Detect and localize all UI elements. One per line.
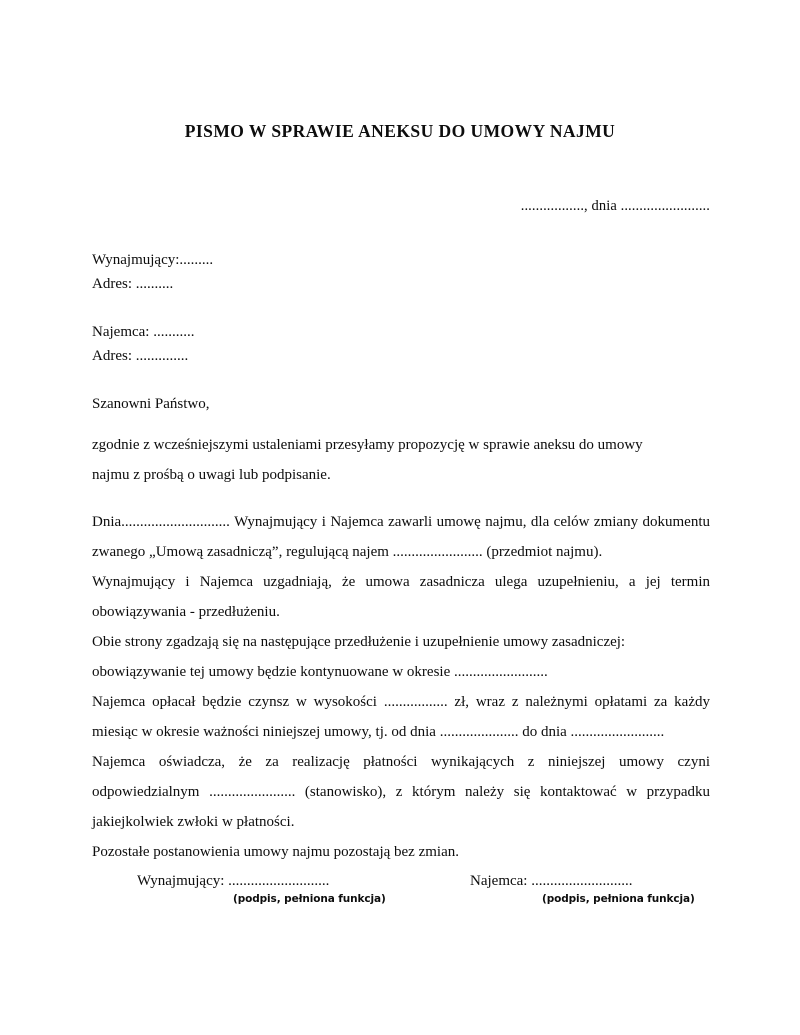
body-paragraph-6: Najemca oświadcza, że za realizację płatności wynikających z niniejszej umowy czyni odpowiedzialnym ....................... (stanowisko), z którym należy się kontaktować w przypadku jakiejkolwiek zwłoki w płatności. <box>92 754 710 830</box>
body-paragraph-3: Obie strony zgadzają się na następujące przedłużenie i uzupełnienie umowy zasadniczej: <box>92 634 626 650</box>
tenant-signature-caption: (podpis, pełniona funkcja) <box>542 893 695 905</box>
salutation: Szanowni Państwo, <box>92 396 210 412</box>
intro-line-2: najmu z prośbą o uwagi lub podpisanie. <box>92 467 331 483</box>
landlord-address-field: Adres: .......... <box>92 276 174 292</box>
body-paragraph-5: Najemca opłacał będzie czynsz w wysokości ................. zł, wraz z należnymi opłatami za każdy miesiąc w okresie ważności niniejszej umowy, tj. od dnia ..................... do dnia ......................... <box>92 694 710 740</box>
tenant-group <box>92 320 492 368</box>
landlord-signature-label: Wynajmujący: ........................... <box>137 873 330 889</box>
tenant-name-field: Najemca: ........... <box>92 324 195 340</box>
landlord-signature-caption: (podpis, pełniona funkcja) <box>233 893 386 905</box>
intro-line-1: zgodnie z wcześniejszymi ustaleniami przesyłamy propozycję w sprawie aneksu do umowy <box>92 437 643 453</box>
body-paragraph-1: Dnia............................. Wynajmujący i Najemca zawarli umowę najmu, dla celów zmiany dokumentu zwanego „Umową zasadniczą”, regulującą najem ........................ (przedmiot najmu). <box>92 514 710 560</box>
signature-block <box>0 872 800 932</box>
tenant-address-field: Adres: .............. <box>92 348 189 364</box>
landlord-group <box>92 248 492 296</box>
landlord-name-field: Wynajmujący:......... <box>92 252 214 268</box>
body-paragraph-7: Pozostałe postanowienia umowy najmu pozostają bez zmian. <box>92 844 459 860</box>
date-place-line: ................., dnia ........................ <box>520 198 710 214</box>
landlord-signature <box>137 872 386 908</box>
parties-block <box>92 248 492 368</box>
body-paragraphs <box>92 507 710 867</box>
intro-paragraph <box>92 430 710 490</box>
tenant-signature-label: Najemca: ........................... <box>470 873 633 889</box>
body-paragraph-2: Wynajmujący i Najemca uzgadniają, że umowa zasadnicza ulega uzupełnieniu, a jej termin obowiązywania - przedłużeniu. <box>92 574 710 620</box>
body-paragraph-4: obowiązywanie tej umowy będzie kontynuowane w okresie ......................... <box>92 664 548 680</box>
page-title: PISMO W SPRAWIE ANEKSU DO UMOWY NAJMU <box>184 120 616 141</box>
tenant-signature <box>470 872 695 908</box>
